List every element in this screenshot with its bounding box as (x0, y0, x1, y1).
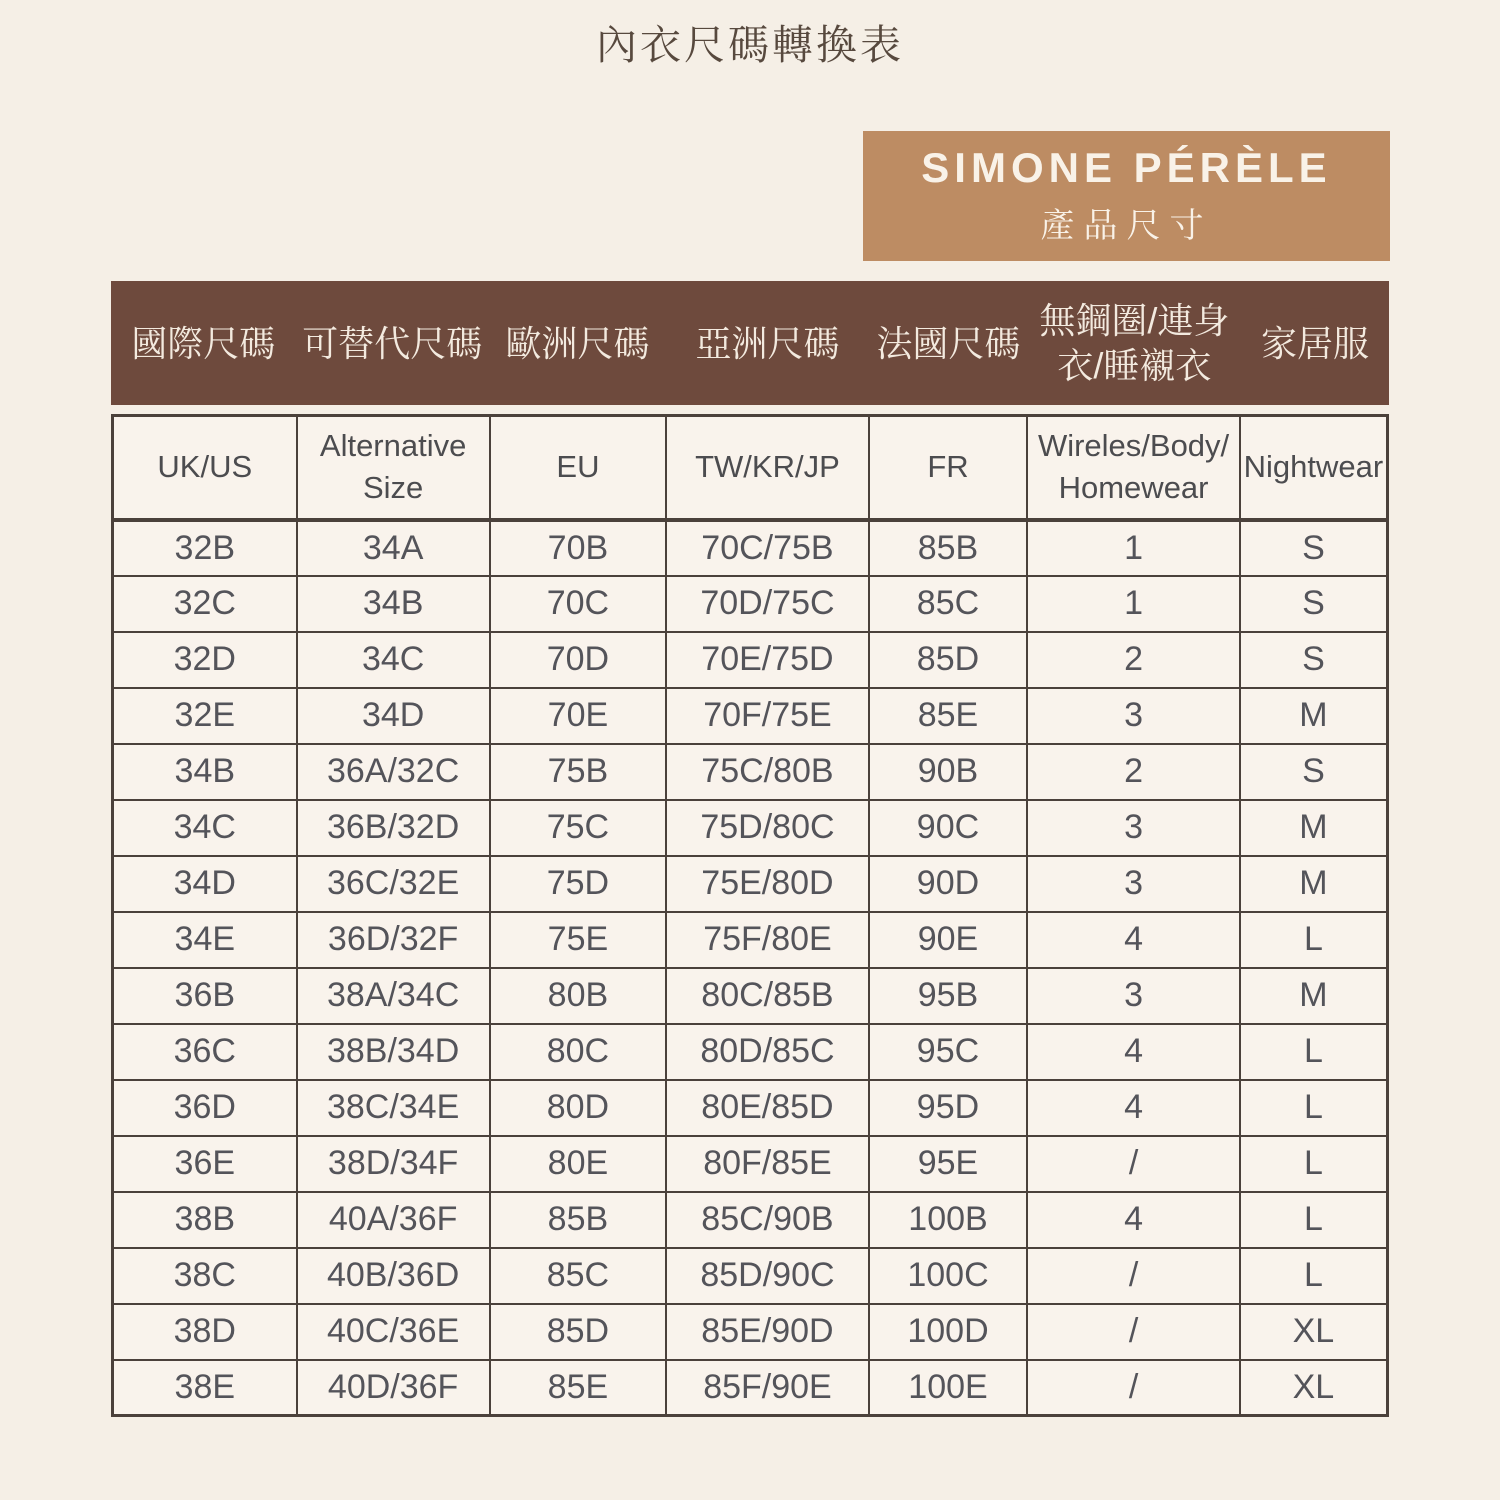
size-cell: / (1027, 1304, 1240, 1360)
header-cn-wireless: 無鋼圈/連身衣/睡襯衣 (1039, 300, 1230, 386)
size-cell: 80F/85E (666, 1136, 868, 1192)
size-cell: / (1027, 1360, 1240, 1416)
size-cell: 70E (490, 688, 667, 744)
size-cell: 85B (490, 1192, 667, 1248)
size-cell: 95E (869, 1136, 1028, 1192)
size-cell: S (1240, 520, 1388, 576)
size-cell: 75D (490, 856, 667, 912)
size-cell: 38B (113, 1192, 297, 1248)
table-row (113, 688, 1388, 744)
size-cell: 80C (490, 1024, 667, 1080)
size-cell: L (1240, 1136, 1388, 1192)
size-table (111, 414, 1389, 1417)
size-cell: 80C/85B (666, 968, 868, 1024)
size-cell: XL (1240, 1304, 1388, 1360)
table-row (113, 800, 1388, 856)
size-cell: 75E (490, 912, 667, 968)
header-en-eu: EU (490, 416, 667, 520)
table-row (113, 576, 1388, 632)
size-cell: 75E/80D (666, 856, 868, 912)
size-cell: S (1240, 632, 1388, 688)
brand-name: SIMONE PÉRÈLE (921, 144, 1332, 192)
table-row (113, 520, 1388, 576)
page-title: 內衣尺碼轉換表 (596, 22, 904, 68)
size-conversion-chart (111, 281, 1389, 1417)
size-cell: XL (1240, 1360, 1388, 1416)
size-cell: 85C (869, 576, 1028, 632)
header-cn-europe: 歐洲尺碼 (505, 322, 650, 364)
size-cell: 34C (297, 632, 490, 688)
header-en-fr: FR (869, 416, 1028, 520)
size-cell: 38C/34E (297, 1080, 490, 1136)
size-cell: 36A/32C (297, 744, 490, 800)
table-row (113, 1304, 1388, 1360)
size-cell: 85F/90E (666, 1360, 868, 1416)
size-cell: 36C/32E (297, 856, 490, 912)
table-row (113, 1192, 1388, 1248)
size-cell: 34C (113, 800, 297, 856)
size-cell: 4 (1027, 1080, 1240, 1136)
size-cell: 70D/75C (666, 576, 868, 632)
size-cell: 34B (297, 576, 490, 632)
size-cell: / (1027, 1248, 1240, 1304)
size-cell: L (1240, 1024, 1388, 1080)
size-cell: 2 (1027, 744, 1240, 800)
size-cell: 1 (1027, 576, 1240, 632)
size-cell: M (1240, 968, 1388, 1024)
size-cell: 100D (869, 1304, 1028, 1360)
size-cell: M (1240, 856, 1388, 912)
size-cell: 2 (1027, 632, 1240, 688)
size-cell: 100E (869, 1360, 1028, 1416)
size-cell: 80E/85D (666, 1080, 868, 1136)
size-cell: 85C (490, 1248, 667, 1304)
size-cell: 85E/90D (666, 1304, 868, 1360)
size-cell: 34D (297, 688, 490, 744)
size-cell: M (1240, 688, 1388, 744)
size-cell: 38B/34D (297, 1024, 490, 1080)
size-cell: 36D (113, 1080, 297, 1136)
size-cell: 75B (490, 744, 667, 800)
size-cell: 36B/32D (297, 800, 490, 856)
size-cell: 38D (113, 1304, 297, 1360)
size-cell: 4 (1027, 912, 1240, 968)
size-cell: 38E (113, 1360, 297, 1416)
size-cell: 32C (113, 576, 297, 632)
header-en-twkrjp: TW/KR/JP (666, 416, 868, 520)
size-cell: 36C (113, 1024, 297, 1080)
size-cell: 3 (1027, 856, 1240, 912)
size-cell: 32E (113, 688, 297, 744)
size-cell: L (1240, 1080, 1388, 1136)
size-cell: 3 (1027, 968, 1240, 1024)
header-en-ukus: UK/US (113, 416, 297, 520)
table-row (113, 1360, 1388, 1416)
size-cell: 95B (869, 968, 1028, 1024)
table-row (113, 1024, 1388, 1080)
header-en-nightwear: Nightwear (1240, 416, 1388, 520)
size-cell: 34D (113, 856, 297, 912)
table-row (113, 632, 1388, 688)
header-cn-international: 國際尺碼 (131, 322, 276, 364)
size-cell: 32B (113, 520, 297, 576)
size-cell: 40A/36F (297, 1192, 490, 1248)
size-cell: 40B/36D (297, 1248, 490, 1304)
size-cell: 85C/90B (666, 1192, 868, 1248)
table-row (113, 912, 1388, 968)
header-cn-france: 法國尺碼 (876, 322, 1021, 364)
size-cell: 90E (869, 912, 1028, 968)
size-cell: 75C/80B (666, 744, 868, 800)
size-cell: 34B (113, 744, 297, 800)
size-cell: 40D/36F (297, 1360, 490, 1416)
size-cell: L (1240, 1248, 1388, 1304)
header-en-wireless: Wireles/Body/Homewear (1027, 416, 1240, 520)
size-cell: 85E (490, 1360, 667, 1416)
size-cell: 85D (869, 632, 1028, 688)
table-header-chinese (111, 281, 1389, 405)
size-cell: 75F/80E (666, 912, 868, 968)
size-cell: 70D (490, 632, 667, 688)
size-cell: L (1240, 1192, 1388, 1248)
size-cell: 40C/36E (297, 1304, 490, 1360)
table-row (113, 1080, 1388, 1136)
header-cn-asia: 亞洲尺碼 (695, 322, 840, 364)
size-cell: 100C (869, 1248, 1028, 1304)
size-table-body (113, 520, 1388, 1416)
banner-subtitle: 產品尺寸 (1040, 206, 1213, 245)
size-cell: 80D/85C (666, 1024, 868, 1080)
size-cell: 90C (869, 800, 1028, 856)
size-cell: 38D/34F (297, 1136, 490, 1192)
table-row (113, 744, 1388, 800)
size-cell: 70B (490, 520, 667, 576)
size-cell: L (1240, 912, 1388, 968)
size-cell: 70C/75B (666, 520, 868, 576)
size-cell: 80E (490, 1136, 667, 1192)
size-cell: 95C (869, 1024, 1028, 1080)
size-cell: 4 (1027, 1192, 1240, 1248)
size-cell: 90B (869, 744, 1028, 800)
size-cell: 95D (869, 1080, 1028, 1136)
table-row (113, 1248, 1388, 1304)
size-cell: 70F/75E (666, 688, 868, 744)
size-cell: 36E (113, 1136, 297, 1192)
size-cell: 3 (1027, 800, 1240, 856)
size-cell: 36B (113, 968, 297, 1024)
size-cell: 90D (869, 856, 1028, 912)
size-cell: S (1240, 744, 1388, 800)
size-cell: 75C (490, 800, 667, 856)
size-cell: 38A/34C (297, 968, 490, 1024)
size-cell: S (1240, 576, 1388, 632)
size-cell: 36D/32F (297, 912, 490, 968)
size-cell: 85D (490, 1304, 667, 1360)
size-cell: 34E (113, 912, 297, 968)
size-cell: 75D/80C (666, 800, 868, 856)
size-cell: 38C (113, 1248, 297, 1304)
size-cell: M (1240, 800, 1388, 856)
size-cell: 80B (490, 968, 667, 1024)
size-cell: 3 (1027, 688, 1240, 744)
size-cell: / (1027, 1136, 1240, 1192)
size-cell: 85D/90C (666, 1248, 868, 1304)
size-cell: 32D (113, 632, 297, 688)
table-row (113, 856, 1388, 912)
size-cell: 85B (869, 520, 1028, 576)
header-cn-homewear: 家居服 (1260, 322, 1369, 364)
size-cell: 70E/75D (666, 632, 868, 688)
header-cn-alternative: 可替代尺碼 (302, 322, 483, 364)
size-cell: 1 (1027, 520, 1240, 576)
size-cell: 80D (490, 1080, 667, 1136)
size-cell: 70C (490, 576, 667, 632)
size-cell: 85E (869, 688, 1028, 744)
table-header-english (113, 416, 1388, 520)
size-cell: 4 (1027, 1024, 1240, 1080)
size-cell: 100B (869, 1192, 1028, 1248)
size-cell: 34A (297, 520, 490, 576)
brand-banner (863, 131, 1390, 261)
header-en-altsize: Alternative Size (297, 416, 490, 520)
table-row (113, 968, 1388, 1024)
table-row (113, 1136, 1388, 1192)
